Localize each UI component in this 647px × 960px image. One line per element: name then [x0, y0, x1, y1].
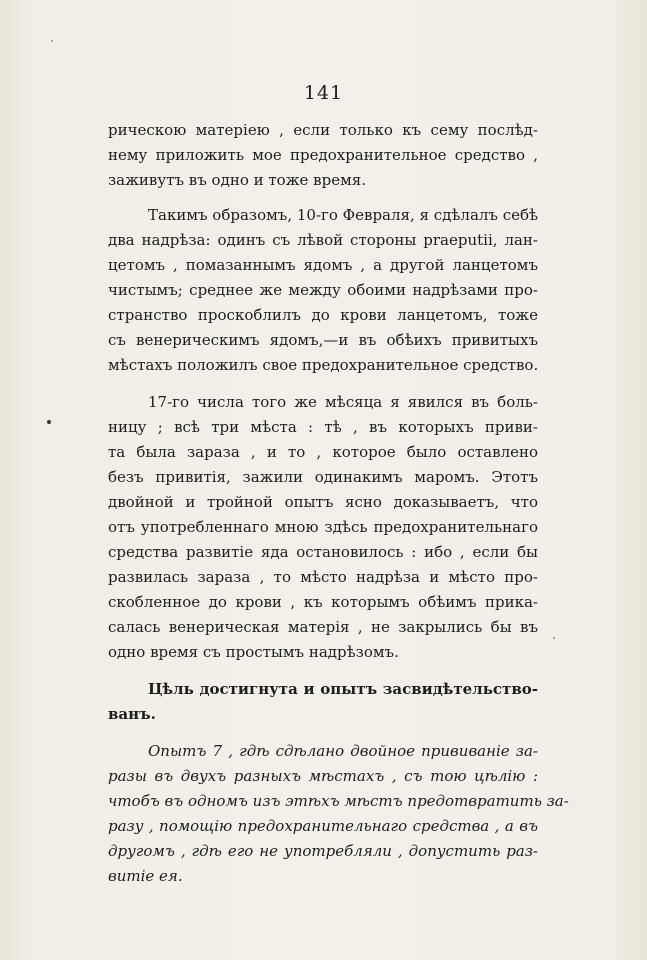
paragraph-4 [108, 677, 538, 727]
text-line: 17-го числа того же мѣсяца я явился въ боль- [148, 393, 538, 411]
page-number: 141 [303, 82, 344, 104]
text-line: салась венерическая матерія , не закрылись бы въ [108, 618, 538, 636]
ink-speck [553, 637, 555, 639]
text-line: средства развитіе яда остановилось : ибо , если бы [108, 543, 538, 561]
text-line: скобленное до крови , къ которымъ обѣимъ прика- [108, 593, 538, 611]
text-line: цетомъ , помазаннымъ ядомъ , а другой ланцетомъ [108, 256, 538, 274]
text-line: двойной и тройной опытъ ясно доказываетъ, что [108, 493, 538, 511]
text-line: та была зараза , и то , которое было оставлено [108, 443, 538, 461]
paragraph-2 [108, 203, 538, 378]
paragraph-5 [108, 739, 569, 889]
text-line: Опытъ 7 , гдѣ сдѣлано двойное прививаніе за- [148, 742, 538, 760]
text-line: витіе ея. [108, 867, 183, 885]
ink-speck [47, 420, 51, 424]
text-line: чистымъ; среднее же между обоими надрѣзами про- [108, 281, 538, 299]
body-text [108, 118, 569, 889]
text-line: Такимъ образомъ, 10-го Февраля, я сдѣлалъ себѣ [148, 206, 539, 224]
text-line: рическою матеріею , если только къ сему послѣд- [108, 121, 538, 139]
text-line: ванъ. [108, 705, 156, 723]
text-line: разу , помощію предохранительнаго средства , а въ [108, 817, 538, 835]
text-line: заживутъ въ одно и тоже время. [108, 171, 366, 189]
ink-speck [51, 40, 53, 42]
text-line: странство проскоблилъ до крови ланцетомъ, тоже [108, 306, 538, 324]
text-line: мѣстахъ положилъ свое предохранительное средство. [108, 356, 539, 374]
paragraph-1 [108, 118, 538, 193]
text-line: два надрѣза: одинъ съ лѣвой стороны praeputii, лан- [108, 231, 538, 249]
text-line: другомъ , гдѣ его не употребляли , допустить раз- [108, 842, 538, 860]
text-line: чтобъ въ одномъ изъ этѣхъ мѣстъ предотвратить за- [108, 792, 569, 810]
text-line: отъ употребленнаго мною здѣсь предохранительнаго [108, 518, 538, 536]
text-line: одно время съ простымъ надрѣзомъ. [108, 643, 399, 661]
paragraph-3 [108, 390, 538, 665]
text-line: развилась зараза , то мѣсто надрѣза и мѣсто про- [108, 568, 538, 586]
text-line: безъ привитія, зажили одинакимъ маромъ. Этотъ [108, 468, 538, 486]
text-line: разы въ двухъ разныхъ мѣстахъ , съ тою цѣлію : [108, 767, 538, 785]
text-line: съ венерическимъ ядомъ,—и въ обѣихъ привитыхъ [108, 331, 538, 349]
text-line: Цѣль достигнута и опытъ засвидѣтельство- [148, 680, 538, 698]
text-line: ницу ; всѣ три мѣста : тѣ , въ которыхъ приви- [108, 418, 538, 436]
text-line: нему приложить мое предохранительное средство , [108, 146, 538, 164]
